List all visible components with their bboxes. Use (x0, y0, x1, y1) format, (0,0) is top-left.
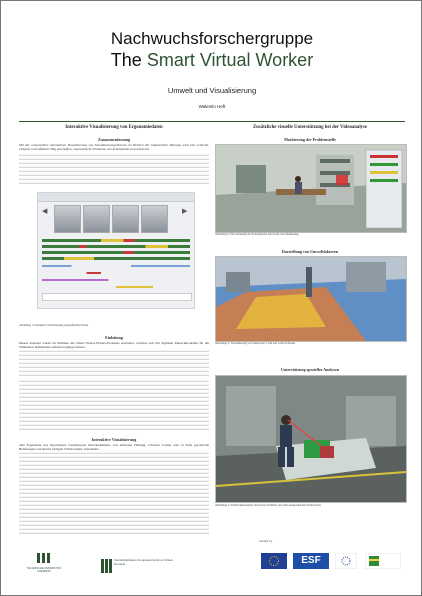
intro-heading: Einleitung (105, 335, 123, 340)
figure-3-caption: Abbildung 3: Visualisierung von Temperatur, Licht und Lärm im Raum. (215, 342, 296, 345)
project-name: Smart Virtual Worker (146, 50, 314, 70)
left-column-heading: Interaktive Visualisierung von Ergonomiedaten (65, 125, 163, 130)
timeline-track (42, 279, 190, 281)
ikv-name: Interdisziplinäres Kompetenzzentrum Virtual Humans (114, 558, 173, 566)
visibility-analysis-scene (215, 375, 407, 503)
saxony-logo (365, 553, 401, 569)
gui-thumbnail (83, 205, 110, 233)
visualization-gui-screenshot (37, 192, 195, 309)
figure-4-caption: Abbildung 4: Sichtbarkeitsanalyse durch eine Sichtlinie und dem entsprechenden Sichtbereich. (215, 504, 322, 507)
marking-heading: Markierung der Problemstelle (284, 137, 336, 142)
environment-factors-scene (215, 256, 407, 342)
funded-by-label: funded by: (259, 539, 274, 543)
author: Walentin Heft (198, 104, 226, 109)
header-divider (19, 121, 405, 122)
gui-thumbnail (141, 205, 168, 233)
body-paragraph (19, 380, 209, 432)
summary-text-continued (19, 154, 209, 184)
intro-text: Dieses Konzept wurde im Rahmen des Smart-Virtual-Worker-Projektes erarbeitet, welches sich mit digitalen Menschmodellen für die Simulation industrieller Arbeitsvorgänge befasst. (19, 341, 209, 349)
timeline-track (42, 257, 190, 260)
timeline-track (42, 245, 190, 248)
figure-1-caption: Abbildung 1: Interaktive Visualisierung ergonomischer Daten. (19, 324, 89, 327)
timeline-track (42, 251, 190, 254)
title-line-1: Nachwuchsforschergruppe (110, 29, 314, 48)
tu-chemnitz-logo (23, 553, 65, 579)
analysis-heading: Unterstützung spezieller Analysen (280, 367, 340, 372)
gui-title-bar (38, 193, 194, 202)
timeline-track (42, 272, 190, 274)
esf-logo: ESF (293, 553, 329, 569)
timeline-track (42, 265, 190, 267)
title-line-2 (1, 50, 422, 71)
interactive-heading: Interaktive Visualisierung (91, 437, 137, 442)
previous-arrow-icon: ◀ (42, 207, 48, 215)
gui-slider (42, 293, 192, 301)
environment-heading: Darstellung von Umweltfaktoren (281, 249, 339, 254)
gui-thumbnail (112, 205, 139, 233)
subtitle: Umwelt und Visualisierung (167, 86, 257, 95)
next-arrow-icon: ▶ (182, 207, 188, 215)
summary-text: Mit der vorgestellten interaktiven Visualisierung von Simulationsergebnissen im Bereich der industriellen Planung wird eine schnelle, einfache und effiziente Weg geschaffen, ergonomische Probleme von Arbeitsplatz zu analysieren. (19, 143, 209, 151)
eu-flag-logo (261, 553, 287, 569)
title-prefix: The (110, 50, 147, 70)
intro-text-continued (19, 350, 209, 376)
problem-marking-scene (215, 144, 407, 233)
summary-heading: Zusammenfassung (97, 137, 130, 142)
timeline-track (42, 239, 190, 242)
timeline-track (42, 286, 190, 288)
right-column-heading: Zusätzliche visuelle Unterstützung bei der Videoanalyse (252, 125, 368, 130)
interactive-text-continued (19, 452, 209, 534)
eu-stars-logo (335, 553, 357, 569)
interactive-text: Alle Ergebnisse des berechneten Gesamtwerte übereinstimmen, von einfacher Haltung, schwerer Lasten oder in hohe psychische Belastungen werden im farbigen Schieberegler visualisiert. (19, 443, 209, 451)
gui-thumbnail (54, 205, 81, 233)
tu-chemnitz-name: TECHNISCHE UNIVERSITÄT CHEMNITZ (26, 567, 62, 573)
figure-2-caption: Abbildung 2: Hervorhebung der Problemstelle durch eine rote Markierung. (215, 233, 300, 236)
